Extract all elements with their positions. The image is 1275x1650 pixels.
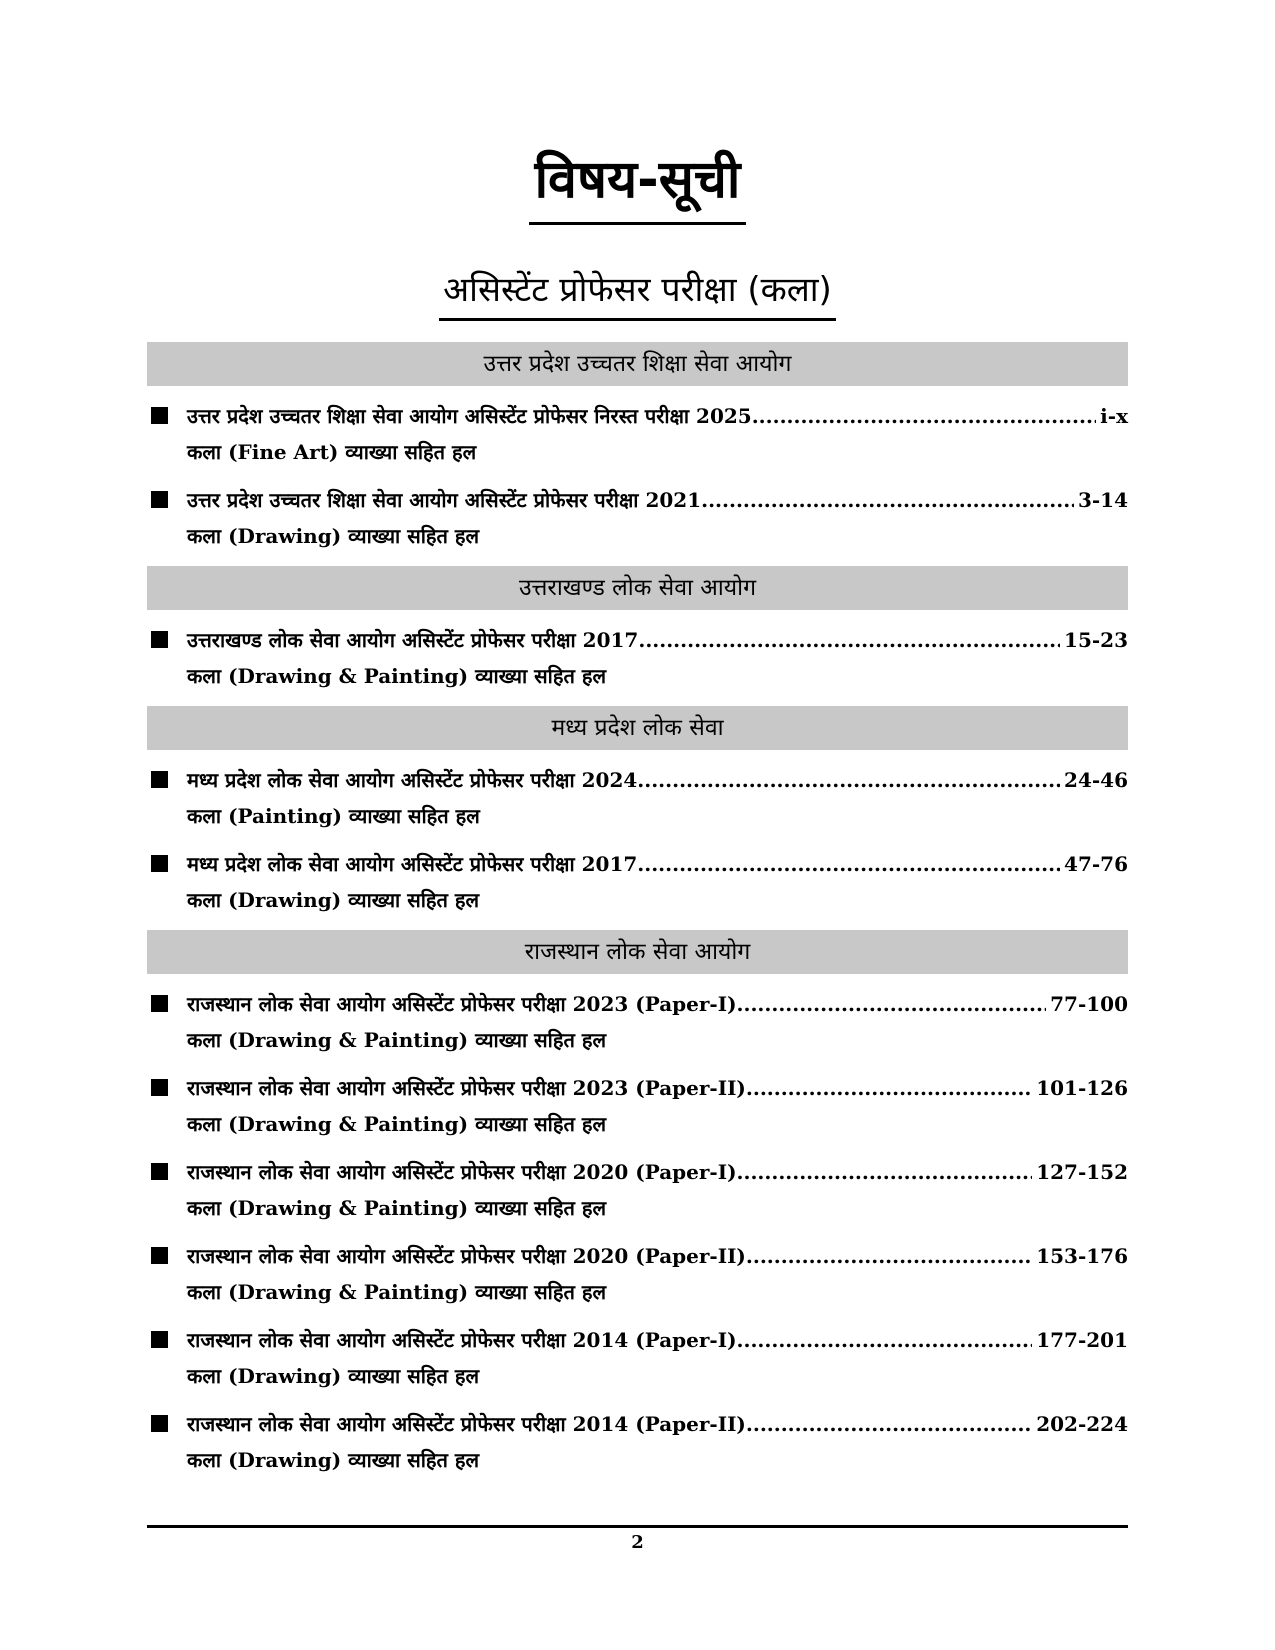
dot-leader — [746, 1406, 1032, 1442]
entry-title: राजस्थान लोक सेवा आयोग असिस्टेंट प्रोफेसर परीक्षा 2023 (Paper-II) — [187, 1076, 746, 1100]
page-number: 2 — [631, 1532, 644, 1553]
entry-title: राजस्थान लोक सेवा आयोग असिस्टेंट प्रोफेसर परीक्षा 2020 (Paper-II) — [187, 1244, 746, 1268]
toc-entry[interactable] — [147, 398, 1128, 470]
dot-leader — [737, 1154, 1033, 1190]
toc-entry[interactable] — [147, 1406, 1128, 1478]
entry-title: राजस्थान लोक सेवा आयोग असिस्टेंट प्रोफेसर परीक्षा 2020 (Paper-I) — [187, 1160, 737, 1184]
entry-subtitle: कला (Drawing) व्याख्या सहित हल — [187, 1448, 480, 1472]
entry-subtitle: कला (Fine Art) व्याख्या सहित हल — [187, 440, 477, 464]
entry-subtitle: कला (Drawing & Painting) व्याख्या सहित हल — [187, 1112, 607, 1136]
toc-entry[interactable] — [147, 1238, 1128, 1310]
toc-entry[interactable] — [147, 1322, 1128, 1394]
section-heading: उत्तराखण्ड लोक सेवा आयोग — [147, 566, 1128, 610]
section-heading: उत्तर प्रदेश उच्चतर शिक्षा सेवा आयोग — [147, 342, 1128, 386]
entry-pages: 153-176 — [1036, 1244, 1128, 1268]
dot-leader — [746, 1238, 1032, 1274]
entry-title: मध्य प्रदेश लोक सेवा आयोग असिस्टेंट प्रोफेसर परीक्षा 2017 — [187, 852, 638, 876]
entry-title: उत्तर प्रदेश उच्चतर शिक्षा सेवा आयोग असिस्टेंट प्रोफेसर निरस्त परीक्षा 2025 — [187, 404, 752, 428]
entry-title: मध्य प्रदेश लोक सेवा आयोग असिस्टेंट प्रोफेसर परीक्षा 2024 — [187, 768, 638, 792]
entry-pages: 101-126 — [1036, 1076, 1128, 1100]
entry-subtitle: कला (Drawing & Painting) व्याख्या सहित हल — [187, 1280, 607, 1304]
entry-subtitle: कला (Drawing & Painting) व्याख्या सहित हल — [187, 1196, 607, 1220]
entry-title: उत्तर प्रदेश उच्चतर शिक्षा सेवा आयोग असिस्टेंट प्रोफेसर परीक्षा 2021 — [187, 488, 702, 512]
toc-entry[interactable] — [147, 762, 1128, 834]
entry-pages: 177-201 — [1036, 1328, 1128, 1352]
bullet-square-icon — [151, 1415, 168, 1432]
page-title — [0, 150, 1275, 225]
toc-entry[interactable] — [147, 622, 1128, 694]
entry-title: राजस्थान लोक सेवा आयोग असिस्टेंट प्रोफेसर परीक्षा 2014 (Paper-II) — [187, 1412, 746, 1436]
dot-leader — [638, 622, 1060, 658]
bullet-square-icon — [151, 855, 168, 872]
sub-title — [0, 270, 1275, 321]
entry-title: राजस्थान लोक सेवा आयोग असिस्टेंट प्रोफेसर परीक्षा 2023 (Paper-I) — [187, 992, 737, 1016]
entry-pages: 127-152 — [1036, 1160, 1128, 1184]
entry-subtitle: कला (Drawing) व्याख्या सहित हल — [187, 888, 480, 912]
toc-entry[interactable] — [147, 1070, 1128, 1142]
dot-leader — [637, 762, 1060, 798]
toc-entry[interactable] — [147, 846, 1128, 918]
dot-leader — [746, 1070, 1032, 1106]
toc-entry[interactable] — [147, 482, 1128, 554]
bullet-square-icon — [151, 995, 168, 1012]
bullet-square-icon — [151, 631, 168, 648]
entry-pages: 3-14 — [1077, 488, 1128, 512]
entry-title: उत्तराखण्ड लोक सेवा आयोग असिस्टेंट प्रोफेसर परीक्षा 2017 — [187, 628, 639, 652]
section-heading: मध्य प्रदेश लोक सेवा — [147, 706, 1128, 750]
bullet-square-icon — [151, 407, 168, 424]
entry-subtitle: कला (Drawing) व्याख्या सहित हल — [187, 524, 480, 548]
dot-leader — [737, 986, 1047, 1022]
dot-leader — [737, 1322, 1033, 1358]
sub-title-text: असिस्टेंट प्रोफेसर परीक्षा (कला) — [439, 270, 836, 321]
entry-pages: 202-224 — [1036, 1412, 1128, 1436]
entry-pages: 15-23 — [1064, 628, 1128, 652]
bullet-square-icon — [151, 1331, 168, 1348]
dot-leader — [752, 398, 1096, 434]
entry-subtitle: कला (Drawing) व्याख्या सहित हल — [187, 1364, 480, 1388]
entry-subtitle: कला (Painting) व्याख्या सहित हल — [187, 804, 480, 828]
section-heading: राजस्थान लोक सेवा आयोग — [147, 930, 1128, 974]
toc-entry[interactable] — [147, 986, 1128, 1058]
entry-pages: 77-100 — [1050, 992, 1128, 1016]
entry-pages: i-x — [1100, 404, 1128, 428]
bullet-square-icon — [151, 1163, 168, 1180]
entry-pages: 24-46 — [1064, 768, 1128, 792]
bullet-square-icon — [151, 1079, 168, 1096]
entry-pages: 47-76 — [1064, 852, 1128, 876]
toc-entry[interactable] — [147, 1154, 1128, 1226]
bullet-square-icon — [151, 491, 168, 508]
entry-subtitle: कला (Drawing & Painting) व्याख्या सहित हल — [187, 664, 607, 688]
page-title-text: विषय-सूची — [529, 150, 747, 225]
bullet-square-icon — [151, 1247, 168, 1264]
dot-leader — [637, 846, 1060, 882]
entry-subtitle: कला (Drawing & Painting) व्याख्या सहित हल — [187, 1028, 607, 1052]
table-of-contents — [147, 342, 1128, 1490]
entry-title: राजस्थान लोक सेवा आयोग असिस्टेंट प्रोफेसर परीक्षा 2014 (Paper-I) — [187, 1328, 737, 1352]
footer-divider — [147, 1525, 1128, 1528]
bullet-square-icon — [151, 771, 168, 788]
dot-leader — [701, 482, 1074, 518]
